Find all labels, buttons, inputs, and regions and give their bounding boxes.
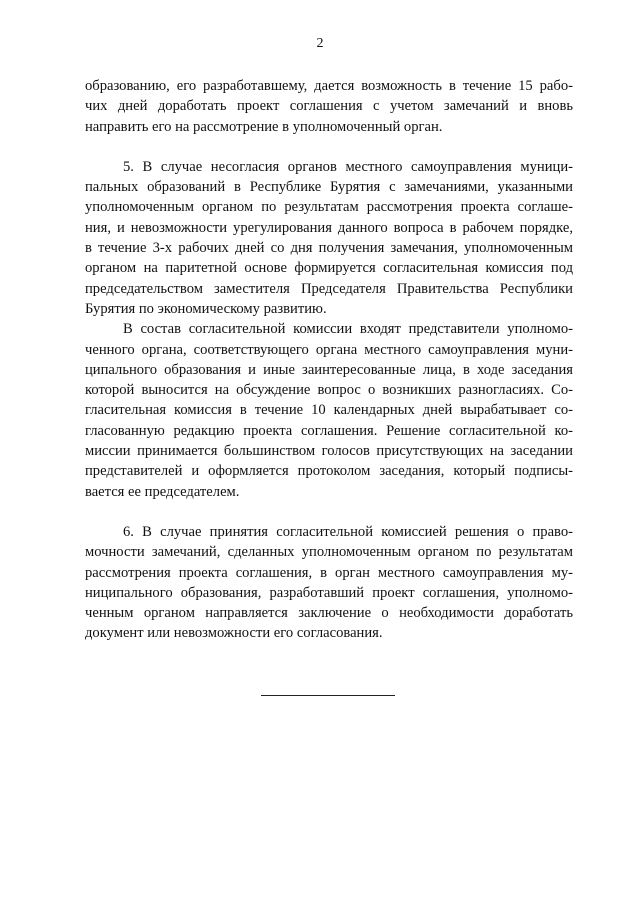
text-line: ципального образования и иные заинтересованные лица, в ходе заседания bbox=[85, 361, 573, 378]
document-body bbox=[85, 76, 573, 644]
text-line: представителей и оформляется протоколом заседания, который подписы- bbox=[85, 463, 573, 480]
end-of-document-rule bbox=[261, 695, 395, 696]
text-line: вается ее председателем. bbox=[85, 483, 240, 500]
text-line: органом на паритетной основе формируется согласительная комиссия под bbox=[85, 260, 573, 277]
text-line: ния, и невозможности урегулирования данного вопроса в рабочем порядке, bbox=[85, 219, 573, 236]
text-line: ченным органом направляется заключение о необходимости доработать bbox=[85, 605, 573, 622]
text-line: направить его на рассмотрение в уполномоченный орган. bbox=[85, 118, 443, 135]
text-line: гласительная комиссия в течение 10 календарных дней вырабатывает со- bbox=[85, 402, 573, 419]
paragraph-spacer bbox=[85, 502, 573, 522]
text-line: в течение 3-х рабочих дней со дня получения замечания, уполномоченным bbox=[85, 240, 573, 257]
text-line: В состав согласительной комиссии входят представители уполномо- bbox=[123, 321, 573, 338]
text-line: ченного органа, соответствующего органа местного самоуправления муни- bbox=[85, 341, 573, 358]
text-line: уполномоченным органом по результатам рассмотрения проекта соглаше- bbox=[85, 199, 573, 216]
paragraph-6 bbox=[85, 522, 573, 644]
text-line: рассмотрения проекта соглашения, в орган местного самоуправления му- bbox=[85, 564, 573, 581]
text-line: образованию, его разработавшему, дается возможность в течение 15 рабо- bbox=[85, 78, 573, 94]
text-line: пальных образований в Республике Бурятия с замечаниями, указанными bbox=[85, 179, 573, 196]
paragraph-5-commission bbox=[85, 319, 573, 502]
text-line: 5. В случае несогласия органов местного самоуправления муници- bbox=[123, 158, 573, 175]
paragraph-continuation bbox=[85, 76, 573, 137]
text-line: 6. В случае принятия согласительной комиссией решения о право- bbox=[123, 523, 573, 540]
text-line: чих дней доработать проект соглашения с учетом замечаний и вновь bbox=[85, 98, 573, 115]
text-line: которой выносится на обсуждение вопрос о возникших разногласиях. Со- bbox=[85, 382, 573, 399]
text-line: документ или невозможности его согласования. bbox=[85, 625, 383, 642]
paragraph-spacer bbox=[85, 137, 573, 157]
page-number: 2 bbox=[316, 36, 324, 51]
text-line: председательством заместителя Председателя Правительства Республики bbox=[85, 280, 573, 297]
text-line: гласованную редакцию проекта соглашения. Решение согласительной ко- bbox=[85, 422, 573, 439]
text-line: миссии принимается большинством голосов присутствующих на заседании bbox=[85, 443, 573, 460]
paragraph-5 bbox=[85, 157, 573, 319]
text-line: Бурятия по экономическому развитию. bbox=[85, 300, 327, 317]
text-line: ниципального образования, разработавший проект соглашения, уполномо- bbox=[85, 584, 573, 601]
text-line: мочности замечаний, сделанных уполномоченным органом по результатам bbox=[85, 544, 573, 561]
